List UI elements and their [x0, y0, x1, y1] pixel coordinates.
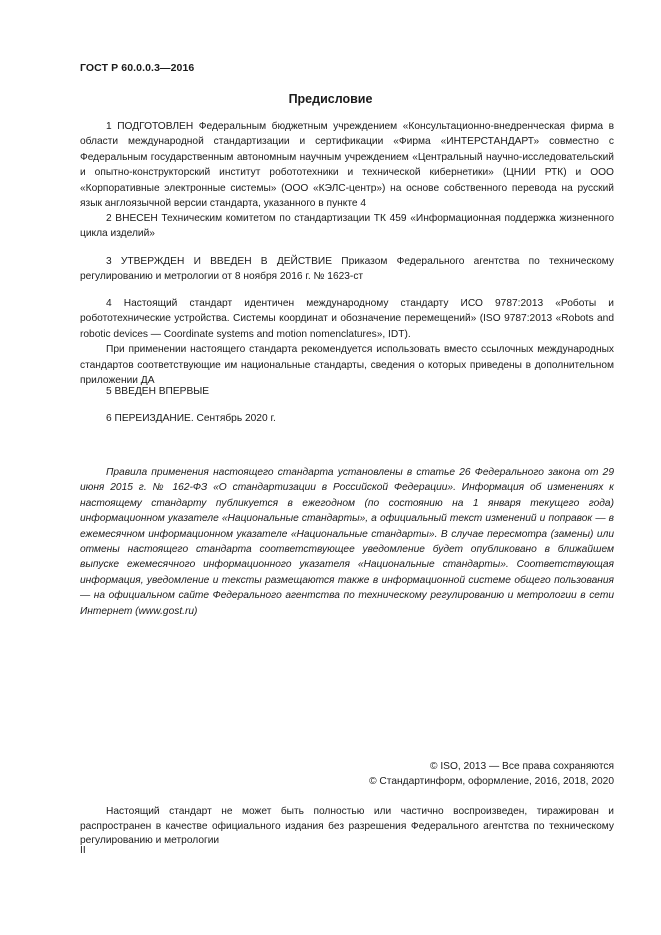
foreword-item-text: 6 ПЕРЕИЗДАНИЕ. Сентябрь 2020 г. — [106, 413, 276, 424]
application-rules-text: Правила применения настоящего стандарта установлены в статье 26 Федерального закона от 29 июня 2015 г. № 162-ФЗ «О стандартизации в Российской Федерации». Информация об изменениях к настоящему стандарту публикуется в ежегодном (по состоянию на 1 января текущего года) информационном указателе «Национальные стандарты», а официальный текст изменений и поправок — в ежемесячном информационном указателе «Национальные стандарты». В случае пересмотра (замены) или отмены настоящего стандарта соответствующее уведомление будет опубликовано в ближайшем выпуске ежемесячного информационного указателя «Национальные стандарты». Соответствующая информация, уведомление и тексты размещаются также в информационной системе общего пользования — на официальном сайте Федерального агентства по техническому регулированию и метрологии в сети Интернет (www.gost.ru) — [80, 467, 614, 617]
foreword-item-text: 3 УТВЕРЖДЕН И ВВЕДЕН В ДЕЙСТВИЕ Приказом Федерального агентства по техническому регулированию и метрологии от 8 ноября 2016 г. № 1623-ст — [80, 256, 614, 283]
copyright-iso: © ISO, 2013 — Все права сохраняются — [430, 761, 614, 772]
foreword-item-5 — [80, 384, 614, 399]
foreword-item-text: 4 Настоящий стандарт идентичен международному стандарту ИСО 9787:2013 «Роботы и робототехнические устройства. Системы координат и обозначение перемещений» (ISO 9787:2013 «Robots and robotic devices — Coordinate systems and motion nomenclatures», IDT). — [80, 298, 614, 340]
reproduction-notice — [80, 805, 614, 849]
foreword-item-6 — [80, 411, 614, 426]
standard-header: ГОСТ Р 60.0.0.3—2016 — [80, 62, 195, 74]
copyright-block — [369, 759, 614, 790]
foreword-item-3 — [80, 254, 614, 285]
page-title: Предисловие — [288, 92, 373, 106]
reproduction-notice-text: Настоящий стандарт не может быть полностью или частично воспроизведен, тиражирован и распространен в качестве официального издания без разрешения Федерального агентства по техническому регулированию и метрологии — [80, 806, 614, 847]
foreword-item-1 — [80, 119, 614, 211]
foreword-item-text: 5 ВВЕДЕН ВПЕРВЫЕ — [106, 386, 210, 397]
foreword-item-4-note: При применении настоящего стандарта рекомендуется использовать вместо ссылочных международных стандартов соответствующие им национальные стандарты, сведения о которых приведены в дополнительном приложении ДА — [80, 344, 614, 387]
copyright-standartinform: © Стандартинформ, оформление, 2016, 2018, 2020 — [369, 776, 614, 788]
foreword-item-2 — [80, 211, 614, 242]
page-number: II — [80, 845, 86, 856]
foreword-item-4 — [80, 296, 614, 388]
application-rules-block — [80, 465, 614, 619]
foreword-item-text: 1 ПОДГОТОВЛЕН Федеральным бюджетным учреждением «Консультационно-внедренческая фирма в области международной стандартизации и сертификации «Фирма «ИНТЕРСТАНДАРТ» совместно с Федеральным государственным автономным научным учреждением «Центральный научно-исследовательский и опытно-конструкторский институт робототехники и технической кибернетики» (ЦНИИ РТК) и ООО «Корпоративные электронные системы» (ООО «КЭЛС-центр») на основе собственного перевода на русский язык англоязычной версии стандарта, указанного в пункте 4 — [80, 121, 614, 210]
foreword-item-text: 2 ВНЕСЕН Техническим комитетом по стандартизации ТК 459 «Информационная поддержка жизненного цикла изделий» — [80, 213, 614, 240]
